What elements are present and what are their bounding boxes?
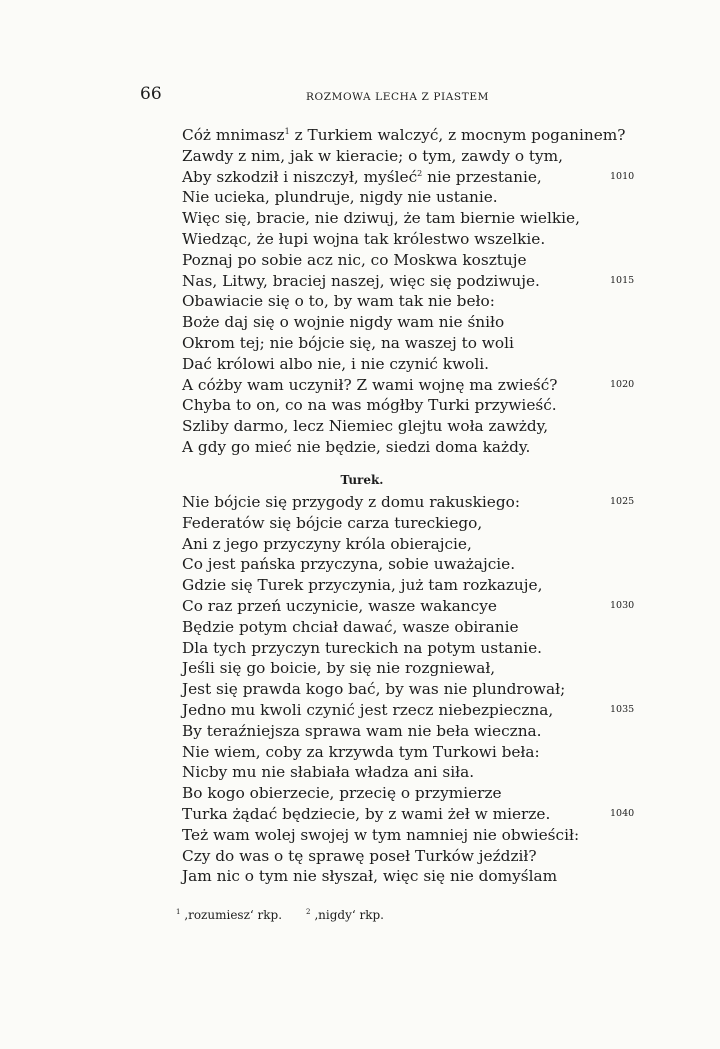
line-number: 1025 bbox=[610, 496, 635, 507]
footnote-text: ‚rozumiesz‘ rkp. bbox=[180, 908, 283, 922]
running-title: ROZMOWA LECHA Z PIASTEM bbox=[306, 91, 489, 103]
verse-text: Obawiacie się o to, by wam tak nie beło: bbox=[182, 292, 495, 311]
verse-text: A cóżby wam uczynił? Z wami wojnę ma zwieść? bbox=[182, 375, 558, 394]
verse-line bbox=[182, 825, 652, 846]
stanza-2 bbox=[182, 492, 652, 887]
verse-line bbox=[182, 679, 652, 700]
verse-text: Ani z jego przyczyny króla obierajcie, bbox=[182, 534, 472, 553]
footnote-marker: 1 bbox=[284, 127, 290, 136]
footnote-marker: 2 bbox=[417, 168, 423, 178]
line-number: 1030 bbox=[610, 599, 635, 611]
speaker-heading: Turek. bbox=[340, 473, 384, 487]
verse-text: Nie ucieka, plundruje, nigdy nie ustanie. bbox=[182, 188, 498, 207]
footnote-mark: 2 bbox=[306, 908, 311, 916]
verse-line bbox=[182, 638, 652, 659]
verse-line bbox=[182, 721, 652, 742]
verse-text: Poznaj po sobie acz nic, co Moskwa kosztuje bbox=[182, 250, 527, 269]
verse-text: Będzie potym chciał dawać, wasze obiranie bbox=[182, 617, 519, 636]
verse-line bbox=[182, 167, 652, 188]
verse-line bbox=[182, 554, 652, 575]
verse-text: Aby szkodził i niszczył, myśleć bbox=[182, 167, 418, 186]
verse-line bbox=[182, 437, 652, 458]
verse-line bbox=[182, 596, 652, 617]
verse-text: Nas, Litwy, braciej naszej, więc się podziwuje. bbox=[182, 271, 540, 290]
verse-line bbox=[182, 762, 652, 783]
verse-text: A gdy go mieć nie będzie, siedzi doma każdy. bbox=[182, 437, 531, 456]
verse-text: Zawdy z nim, jak w kieracie; o tym, zawdy o tym, bbox=[182, 146, 564, 165]
verse-line bbox=[182, 250, 652, 271]
stanza-1 bbox=[182, 125, 652, 458]
verse-text: Cóż mnimasz bbox=[182, 126, 285, 144]
verse-line bbox=[182, 312, 652, 333]
verse-text: By teraźniejsza sprawa wam nie beła wieczna. bbox=[182, 721, 542, 740]
footnote-mark: 1 bbox=[176, 908, 181, 916]
verse-text: Też wam wolej swojej w tym namniej nie obwieścił: bbox=[182, 825, 580, 844]
verse-text: Dać królowi albo nie, i nie czynić kwoli. bbox=[182, 354, 490, 373]
footnote-text: ‚nigdy‘ rkp. bbox=[310, 908, 384, 922]
line-number: 1040 bbox=[610, 807, 635, 819]
verse-text: Jedno mu kwoli czynić jest rzecz niebezpieczna, bbox=[182, 700, 554, 719]
verse-line bbox=[182, 208, 652, 229]
footnote bbox=[176, 908, 282, 922]
page-number: 66 bbox=[140, 84, 162, 104]
verse-line bbox=[182, 375, 652, 396]
verse-text-cont: z Turkiem walczyć, z mocnym poganinem? bbox=[289, 126, 626, 144]
verse-line bbox=[182, 742, 652, 763]
verse-text: Turka żądać będziecie, by z wami żeł w mierze. bbox=[182, 804, 551, 823]
verse-line bbox=[182, 271, 652, 292]
verse-text-cont: nie przestanie, bbox=[422, 167, 542, 186]
verse-line bbox=[182, 229, 652, 250]
verse-line bbox=[182, 513, 652, 534]
verse-text: Jam nic o tym nie słyszał, więc się nie domyślam bbox=[182, 867, 558, 886]
verse-text: Czy do was o tę sprawę poseł Turków jeździł? bbox=[182, 846, 537, 865]
verse-text: Dla tych przyczyn tureckich na potym ustanie. bbox=[182, 638, 542, 657]
footnotes bbox=[176, 908, 408, 922]
verse-text: Nie wiem, coby za krzywda tym Turkowi beła: bbox=[182, 742, 540, 761]
line-number: 1010 bbox=[610, 170, 635, 182]
verse-text: Bo kogo obierzecie, przecię o przymierze bbox=[182, 784, 502, 803]
verse-text: Federatów się bójcie carza tureckiego, bbox=[182, 513, 483, 532]
footnote bbox=[306, 908, 384, 922]
line-number: 1020 bbox=[610, 378, 635, 390]
verse-line bbox=[182, 395, 652, 416]
verse-text: Więc się, bracie, nie dziwuj, że tam biernie wielkie, bbox=[182, 209, 580, 228]
verse-line bbox=[182, 492, 652, 513]
verse-text: Wiedząc, że łupi wojna tak królestwo wszelkie. bbox=[182, 229, 546, 248]
verse-line bbox=[182, 804, 652, 825]
verse-text: Jeśli się go boicie, by się nie rozgniewał, bbox=[182, 659, 496, 678]
verse-line bbox=[182, 125, 652, 146]
verse-text: Gdzie się Turek przyczynia, już tam rozkazuje, bbox=[182, 576, 543, 595]
verse-line bbox=[182, 333, 652, 354]
verse-line bbox=[182, 146, 652, 167]
verse-text: Okrom tej; nie bójcie się, na waszej to woli bbox=[182, 333, 514, 352]
verse-text: Co raz przeń uczynicie, wasze wakancye bbox=[182, 596, 497, 615]
line-number: 1015 bbox=[610, 274, 635, 286]
verse-line bbox=[182, 700, 652, 721]
verse-text: Chyba to on, co na was mógłby Turki przywieść. bbox=[182, 396, 557, 415]
verse-text: Co jest pańska przyczyna, sobie uważajcie. bbox=[182, 555, 516, 574]
verse-line bbox=[182, 291, 652, 312]
verse-line bbox=[182, 354, 652, 375]
verse-line bbox=[182, 416, 652, 437]
verse-text: Boże daj się o wojnie nigdy wam nie śniło bbox=[182, 313, 505, 332]
line-number: 1035 bbox=[610, 703, 635, 715]
verse-line bbox=[182, 534, 652, 555]
verse-line bbox=[182, 866, 652, 887]
verse-line bbox=[182, 617, 652, 638]
verse-text: Szliby darmo, lecz Niemiec glejtu woła zawżdy, bbox=[182, 417, 549, 436]
verse-text: Jest się prawda kogo bać, by was nie plundrował; bbox=[182, 680, 566, 699]
verse-text: Nicby mu nie słabiała władza ani siła. bbox=[182, 763, 475, 782]
verse-line bbox=[182, 783, 652, 804]
verse-line bbox=[182, 658, 652, 679]
verse-line bbox=[182, 187, 652, 208]
verse-line bbox=[182, 846, 652, 867]
verse-line bbox=[182, 575, 652, 596]
verse-text: Nie bójcie się przygody z domu rakuskiego: bbox=[182, 493, 520, 511]
